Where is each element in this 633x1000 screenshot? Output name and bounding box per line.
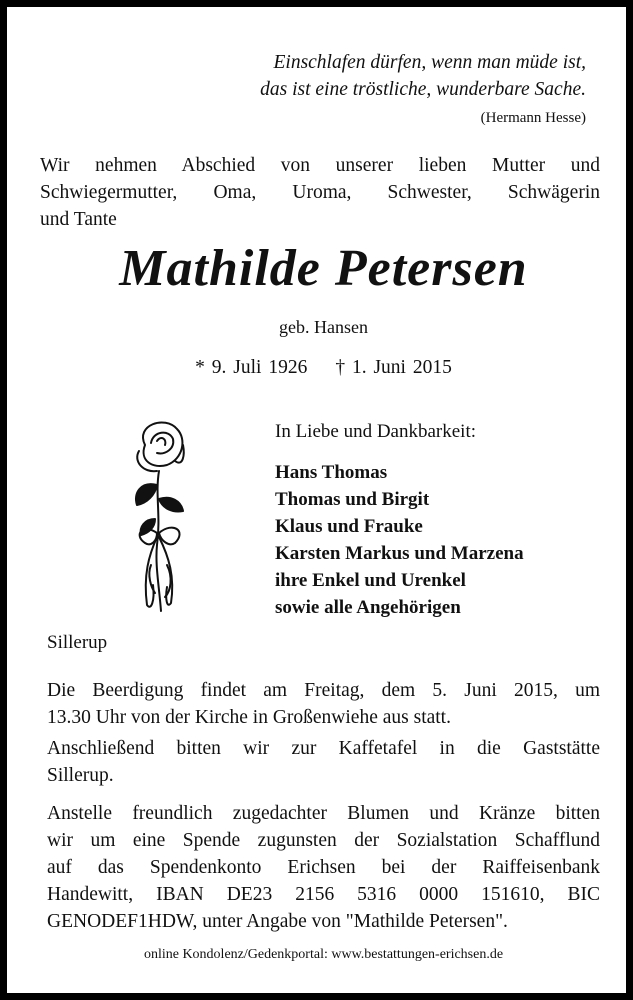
intro-line-2: Schwiegermutter, Oma, Uroma, Schwester, Schwägerin	[40, 182, 600, 203]
donation-line-1: Anstelle freundlich zugedachter Blumen und Kränze bitten	[47, 803, 600, 824]
mourner-name: sowie alle Angehörigen	[275, 597, 461, 618]
mourner-name: ihre Enkel und Urenkel	[275, 570, 466, 591]
intro-line-3: und Tante	[40, 209, 117, 230]
donation-line-2: wir um eine Spende zugunsten der Sozialstation Schafflund	[47, 830, 600, 851]
maiden-name: geb. Hansen	[279, 317, 368, 337]
mourner-name: Hans Thomas	[275, 462, 388, 483]
donation-line-4: Handewitt, IBAN DE23 2156 5316 0000 151610, BIC	[47, 884, 600, 905]
coffee-line-1: Anschließend bitten wir zur Kaffetafel in die Gaststätte	[47, 738, 600, 759]
funeral-line-1: Die Beerdigung findet am Freitag, dem 5. Juni 2015, um	[47, 680, 600, 701]
death-date: † 1. Juni 2015	[335, 357, 452, 378]
footer-link: online Kondolenz/Gedenkportal: www.bestattungen-erichsen.de	[143, 947, 504, 962]
place: Sillerup	[47, 632, 108, 653]
intro-text	[40, 152, 600, 233]
donation-line-3: auf das Spendenkonto Erichsen bei der Raiffeisenbank	[47, 857, 600, 878]
life-dates	[7, 357, 633, 379]
mourner-name: Karsten Markus und Marzena	[275, 543, 524, 564]
mourners-list	[275, 459, 524, 621]
quote-source: (Hermann Hesse)	[480, 110, 586, 126]
mourner-name: Thomas und Birgit	[275, 489, 430, 510]
coffee-info	[47, 735, 600, 789]
funeral-line-2: 13.30 Uhr von der Kirche in Großenwiehe aus statt.	[47, 707, 451, 728]
donation-line-5: GENODEF1HDW, unter Angabe von "Mathilde Petersen".	[47, 911, 508, 932]
donation-info	[47, 800, 600, 935]
birth-date: * 9. Juli 1926	[195, 357, 308, 378]
mourner-name: Klaus und Frauke	[275, 516, 423, 537]
quote	[260, 49, 586, 103]
quote-line-1: Einschlafen dürfen, wenn man müde ist,	[273, 52, 586, 73]
quote-line-2: das ist eine tröstliche, wunderbare Sache.	[260, 79, 586, 100]
deceased-name: Mathilde Petersen	[119, 240, 528, 297]
rose-icon	[125, 415, 205, 630]
intro-line-1: Wir nehmen Abschied von unserer lieben Mutter und	[40, 155, 600, 176]
mourners-intro: In Liebe und Dankbarkeit:	[275, 421, 477, 442]
funeral-info	[47, 677, 600, 731]
coffee-line-2: Sillerup.	[47, 765, 114, 786]
